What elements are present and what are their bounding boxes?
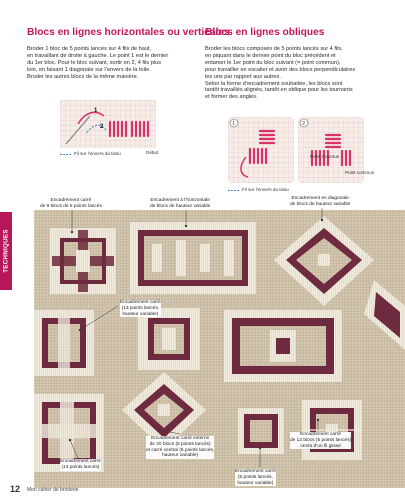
left-line: du 1er bloc. Pour le bloc suivant, sortir en 2, 4 fils plus [27,59,162,66]
right-line: tantôt travaillés alignés, tantôt en oblique pour les tournants [205,87,353,94]
callout-external-square: Encadrement carré externe de 20 blocs (5 points lancés) et carré central (5 points lancés, hauteur variable) [146,436,215,459]
callout-square-5-points: Encadrement carré (5 points lancés, hauteur variable) [235,469,276,486]
label-common-point-a: Point commun [310,154,340,159]
diagram-number: 2 [100,124,104,130]
right-line: en piquant dans le dernier point du bloc précédent et [205,52,336,59]
right-line: et former des angles. [205,94,258,101]
left-line: Broder 1 bloc de 5 points lancés sur 4 fils de haut, [27,46,152,52]
left-line: Broder les autres blocs de la même manière. [27,73,139,80]
footer-title: Mon cahier de broderie [27,487,79,493]
right-heading: Blocs en lignes obliques [205,27,325,38]
callout-square-8-blocks: Encadrement carré de 8 blocs de 5 points lancés [40,198,102,209]
diagram-step-number: 1 [232,121,236,127]
left-line: loin, en faisant 1 diagonale sur l’envers de la toile. [27,66,151,73]
diagram-number: 1 [94,108,98,114]
right-line: pour travailler en escalier et avoir des blocs perpendiculaires [205,66,356,73]
page-number: 12 [10,484,21,494]
callout-square-13-points: Encadrement carré (13 points lancés) [60,459,101,470]
left-line: en travaillant de droite à gauche. Le point 1 est le dernier [27,52,169,59]
callout-diagonal-blocks: Encadrement en diagonale de blocs de hauteur variable [290,196,351,207]
callout-square-13-points-variable: Encadrement carré (13 points lancés, hauteur variable) [120,300,161,317]
section-tab-label: TECHNIQUES [2,229,10,273]
right-line: les uns par rapport aux autres. [205,73,281,80]
label-start: Début [146,150,159,155]
right-line: entamer le 1er point du bloc suivant (= point commun), [205,59,341,66]
right-line: Broder les blocs composés de 5 points lancés sur 4 fils, [205,46,343,52]
diagram-step-number: 2 [302,121,306,127]
label-common-point-b: Point commun [345,170,375,175]
left-heading: Blocs en lignes horizontales ou verticales [27,27,230,38]
label-thread-back: Fil sur l’envers du tissu [74,151,121,156]
callout-square-12-blocks: Encadrement carré de 12 blocs (5 points lancés) ornés d’un fil glissé [290,432,352,449]
right-line: Selon la forme d’encadrement souhaitée, les blocs sont [205,80,343,87]
callout-horizontal-blocks: Encadrement à l’horizontale de blocs de hauteur variable [150,198,211,209]
label-thread-back: Fil sur l’envers du tissu [242,187,289,192]
